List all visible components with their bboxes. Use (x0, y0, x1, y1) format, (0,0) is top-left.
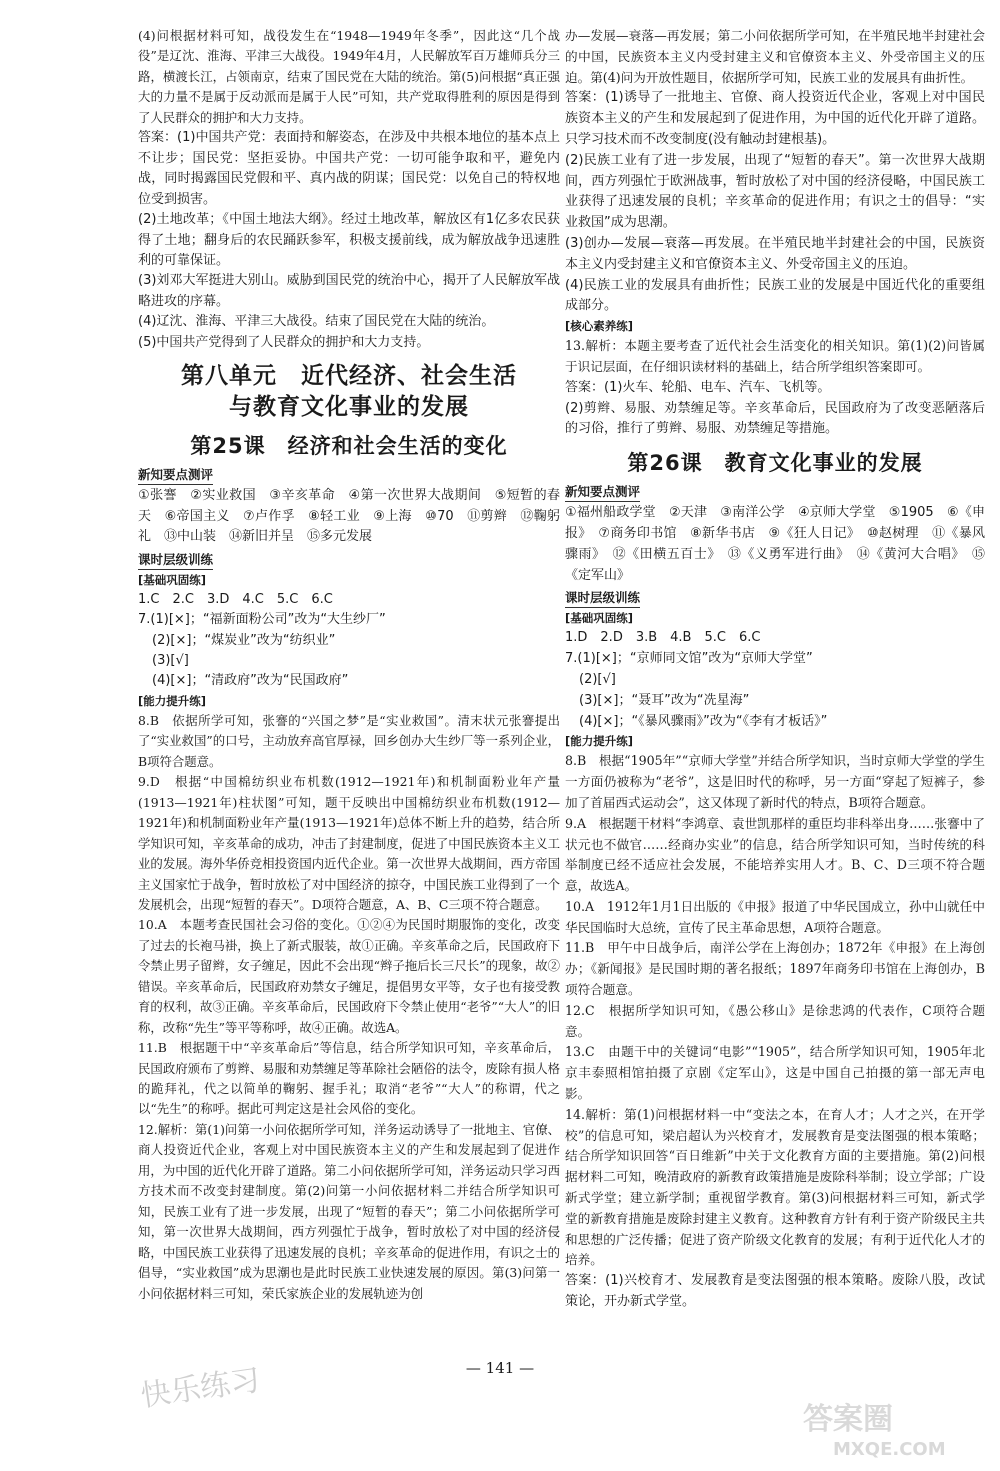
xinzhi-answers: ①张謇 ②实业救国 ③辛亥革命 ④第一次世界大战期间 ⑤短暂的春天 ⑥帝国主义 ⑦卢作孚 ⑧轻工业 ⑨上海 ⑩70 ⑪剪辫 ⑫鞠躬礼 ⑬中山装 ⑭新旧并呈 ⑮多元发展 (138, 488, 560, 545)
nengli-item: 10.A 本题考查民国社会习俗的变化。①②④为民国时期服饰的变化，改变了过去的长袍马褂，换上了新式服装，故①正确。辛亥革命之后，民国政府下令禁止男子留辫，女子缠足，因此不会出现“辫子拖后长三尺长”的现象，故②错误。辛亥革命后，民国政府劝禁女子缠足，提倡男女平等，女子也有接受教育的权利，故③正确。辛亥革命后，民国政府下令禁止使用“老爷”“大人”的旧称，改称“先生”等平等称呼，故④正确。故选A。 (138, 917, 560, 1035)
intro-paragraph: (4)问根据材料可知，战役发生在“1948—1949年冬季”，因此这“几个战役”是辽沈、淮海、平津三大战役。1949年4月，人民解放军百万雄师兵分三路，横渡长江，占领南京，结束了国民党在大陆的统治。第(5)问根据“真正强大的力量不是属于反动派而是属于人民”可知，共产党取得胜利的原因是得到了人民群众的拥护和大力支持。 (138, 28, 560, 125)
lesson-25-title: 第25课 经济和社会生活的变化 (190, 434, 508, 459)
answer-paragraph: (3)刘邓大军挺进大别山。威胁到国民党的统治中心，揭开了人民解放军战略进攻的序幕。 (138, 273, 560, 309)
jichu-line: (2)[×]；“煤炭业”改为“纺织业” (152, 632, 336, 648)
answer-paragraph: (4)辽沈、淮海、平津三大战役。结束了国民党在大陆的统治。 (138, 314, 495, 330)
section-keshi: 课时层级训练 (565, 588, 640, 608)
sub-nengli: [能力提升练] (565, 734, 634, 749)
answer-paragraph: 答案：(1)中国共产党：表面持和解姿态，在涉及中共根本地位的基本点上不让步；国民党：坚拒妥协。中国共产党：一切可能争取和平，避免内战，同时揭露国民党假和平、真内战的阴谋；国民党：以免自己的特权地位受到损害。 (138, 130, 560, 207)
page-number: — 141 — (465, 1359, 535, 1377)
section-keshi: 课时层级训练 (138, 550, 213, 570)
jichu-line: (4)[×]；“《暴风骤雨》”改为“《李有才板话》” (579, 713, 828, 729)
nengli-item: 11.B 根据题干中“辛亥革命后”等信息，结合所学知识可知，辛亥革命后，民国政府颁布了剪辫、易服和劝禁缠足等革除社会陋俗的法令，废除有损人格的跪拜礼，代之以简单的鞠躬、握手礼；取消“老爷”“大人”的称谓，代之以“先生”的称呼。据此可判定这是社会风俗的变化。 (138, 1040, 560, 1117)
nengli-item: 8.B 依据所学可知，张謇的“兴国之梦”是“实业救国”。清末状元张謇提出了“实业救国”的口号，主动放弃高官厚禄，回乡创办大生纱厂等一系列企业，B项符合题意。 (138, 712, 560, 769)
jichu-line: 7.(1)[×]；“京师同文馆”改为“京师大学堂” (565, 651, 813, 667)
jichu-line: (3)[×]；“聂耳”改为“冼星海” (579, 692, 750, 708)
answer-paragraph: 答案：(1)诱导了一批地主、官僚、商人投资近代企业，客观上对中国民族资本主义的产生和发展起到了促进作用，为中国的近代化开辟了道路。只学习技术而不改变制度(没有触动封建根基)。 (565, 90, 985, 147)
section-xinzhi: 新知要点测评 (138, 465, 213, 485)
answer-paragraph: (2)土地改革；《中国土地法大纲》。经过土地改革，解放区有1亿多农民获得了土地；翻身后的农民踊跃参军，积极支援前线，成为解放战争迅速胜利的可靠保证。 (138, 212, 560, 268)
nengli-item: 10.A 1912年1月1日出版的《申报》报道了中华民国成立，孙中山就任中华民国临时大总统，宣传了民主革命思想，A项符合题意。 (565, 898, 985, 935)
nengli-item: 11.B 甲午中日战争后，南洋公学在上海创办；1872年《申报》在上海创办；《新闻报》是民国时期的著名报纸；1897年商务印书馆在上海创办，B项符合题意。 (565, 940, 985, 998)
hexin-item: 13.解析：本题主要考查了近代社会生活变化的相关知识。第(1)(2)问皆属于识记层面，在仔细识读材料的基础上，结合所学组织答案即可。 (565, 338, 985, 374)
unit-title-line-2: 与教育文化事业的发展 (229, 394, 469, 421)
nengli-item: 12.解析：第(1)问第一小问依据所学可知，洋务运动诱导了一批地主、官僚、商人投资近代企业，客观上对中国民族资本主义的产生和发展起到了促进作用，为中国的近代化开辟了道路。第二小问依据所学可知，洋务运动只学习西方技术而不改变封建制度。第(2)问第一小问依据材料二并结合所学知识可知，民族工业有了进一步发展，出现了“短暂的春天”；第二小问依据所学可知，第一次世界大战期间，西方列强忙于战争，暂时放松了对中国的经济侵略，中国民族工业获得了迅速发展的良机；辛亥革命的促进作用，有识之士的倡导，“实业救国”成为思潮也是此时民族工业快速发展的原因。第(3)问第一小问依据材料三可知，荣氏家族企业的发展轨迹为创 (138, 1121, 560, 1301)
watermark-left: 快乐练习 (138, 1362, 263, 1415)
xinzhi-answers: ①福州船政学堂 ②天津 ③南洋公学 ④京师大学堂 ⑤1905 ⑥《申报》 ⑦商务印书馆 ⑧新华书店 ⑨《狂人日记》 ⑩赵树理 ⑪《暴风骤雨》 ⑫《田横五百士》 ⑬《义勇军进行曲》 ⑭《黄河大合唱》 ⑮《定军山》 (565, 505, 985, 583)
unit-title (138, 361, 560, 423)
sub-jichu: [基础巩固练] (138, 572, 207, 587)
hexin-answer: (2)剪辫、易服、劝禁缠足等。辛亥革命后，民国政府为了改变恶陋落后的习俗，推行了剪辫、易服、劝禁缠足等措施。 (565, 400, 985, 437)
continued-paragraph: 办—发展—衰落—再发展；第二小问依据所学可知，在半殖民地半封建社会的中国，民族资本主义内受封建主义和官僚资本主义、外受帝国主义的压迫。第(4)问为开放性题目，依据所学可知，民族工业的发展具有曲折性。 (565, 28, 985, 85)
jichu-line: (3)[√] (152, 652, 189, 668)
answer-paragraph: (4)民族工业的发展具有曲折性；民族工业的发展是中国近代化的重要组成部分。 (565, 277, 985, 314)
nengli-item: 9.A 根据题干材料“李鸿章、袁世凯那样的重臣均非科举出身……张謇中了状元也不做官……经商办实业”的信息，结合所学知识可知，当时传统的科举制度已经不适应社会发展，不能培养实用人才。B、C、D三项不符合题意，故选A。 (565, 815, 985, 894)
jichu-line: 1.C 2.C 3.D 4.C 5.C 6.C (138, 591, 333, 607)
svg-text:答案圈: 答案圈 (803, 1402, 893, 1437)
jichu-line: (4)[×]；“清政府”改为“民国政府” (152, 673, 349, 689)
sub-jichu: [基础巩固练] (565, 611, 634, 626)
answer-paragraph: (5)中国共产党得到了人民群众的拥护和大力支持。 (138, 334, 430, 350)
nengli-item: 14.解析：第(1)问根据材料一中“变法之本，在育人才；人才之兴，在开学校”的信息可知，梁启超认为兴校育才，发展教育是变法图强的根本策略；结合所学知识回答“百日维新”中关于文化教育方面的主要措施。第(2)问根据材料二可知，晚清政府的新教育政策措施是废除科举制；设立学部；广设新式学堂；建立新学制；重视留学教育。第(3)问根据材料三可知，新式学堂的新教育措施是废除封建主义教育。这种教育方针有利于资产阶级民主共和思想的广泛传播；促进了资产阶级文化教育的发展；有利于近代化人才的培养。 (565, 1106, 985, 1268)
hexin-answer: 答案：(1)火车、轮船、电车、汽车、飞机等。 (565, 379, 831, 395)
jichu-line: (2)[√] (579, 671, 616, 687)
jichu-line: 7.(1)[×]；“福新面粉公司”改为“大生纱厂” (138, 612, 386, 628)
nengli-item: 13.C 由题干中的关键词“电影”“1905”，结合所学知识可知，1905年北京丰泰照相馆拍摄了京剧《定军山》，这是中国自己拍摄的第一部无声电影。 (565, 1044, 985, 1102)
section-xinzhi: 新知要点测评 (565, 482, 640, 502)
sub-nengli: [能力提升练] (138, 693, 207, 708)
unit-title-line-1: 第八单元 近代经济、社会生活 (181, 363, 517, 390)
answer-paragraph: (3)创办—发展—衰落—再发展。在半殖民地半封建社会的中国，民族资本主义内受封建主义和官僚资本主义、外受帝国主义的压迫。 (565, 235, 985, 272)
watermark-logo-icon (795, 1395, 985, 1461)
nengli-answer: 答案：(1)兴校育才、发展教育是变法图强的根本策略。废除八股，改试策论，开办新式学堂。 (565, 1273, 985, 1310)
answer-paragraph: (2)民族工业有了进一步发展，出现了“短暂的春天”。第一次世界大战期间，西方列强忙于欧洲战事，暂时放松了对中国的经济侵略，中国民族工业获得了迅速发展的良机；辛亥革命的促进作用；有识之士的倡导：“实业救国”成为思潮。 (565, 152, 985, 231)
right-column (565, 26, 985, 1313)
nengli-item: 8.B 根据“1905年”“京师大学堂”并结合所学知识，当时京师大学堂的学生一方面仍被称为“老爷”，这是旧时代的称呼，另一方面“穿起了短裤子，参加了首届西式运动会”，这又体现了新时代的特点，B项符合题意。 (565, 753, 985, 810)
jichu-line: 1.D 2.D 3.B 4.B 5.C 6.C (565, 630, 761, 646)
lesson-26-title: 第26课 教育文化事业的发展 (627, 451, 923, 476)
left-column (138, 26, 560, 1304)
sub-hexin: [核心素养练] (565, 319, 634, 334)
svg-text:MXQE.COM: MXQE.COM (833, 1439, 946, 1460)
nengli-item: 12.C 根据所学知识可知，《愚公移山》是徐悲鸿的代表作，C项符合题意。 (565, 1002, 985, 1039)
nengli-item: 9.D 根据“中国棉纺织业布机数(1912—1921年)和机制面粉业年产量(1913—1921年)柱状图”可知，题干反映出中国棉纺织业布机数(1912—1921年)和机制面粉业年产量(1913—1921年)总体不断上升的趋势，结合所学知识可知，辛亥革命的成功，冲击了封建制度，促进了中国民族资本主义工业的发展。海外华侨竞相投资国内近代企业。第一次世界大战期间，西方帝国主义国家忙于战争，暂时放松了对中国经济的掠夺，中国民族工业得到了一个发展机会，出现“短暂的春天”。D项符合题意，A、B、C三项不符合题意。 (138, 774, 560, 912)
watermark-logo (795, 1395, 985, 1461)
